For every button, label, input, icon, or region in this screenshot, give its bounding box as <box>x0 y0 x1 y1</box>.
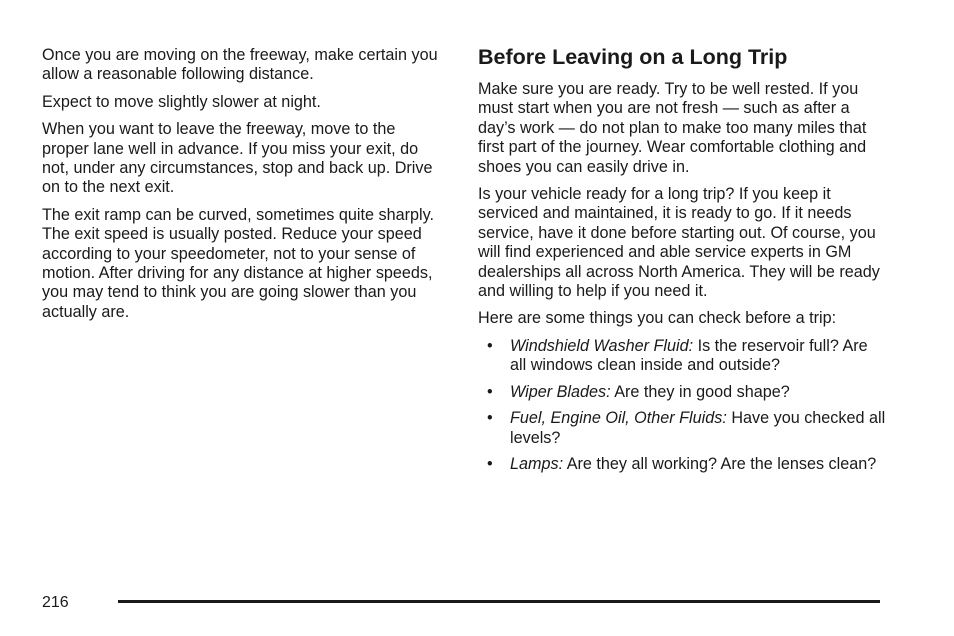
page-number: 216 <box>42 594 69 611</box>
paragraph-be-ready: Make sure you are ready. Try to be well rested. If you must start when you are not fresh — such as after a day’s work — do not plan to make too many miles that first part of the journey. Wear comfortable clothing and shoes you can easily drive in. <box>478 80 867 176</box>
paragraph-exit-ramp: The exit ramp can be curved, sometimes quite sharply. The exit speed is usually posted. Reduce your speed according to your speedometer, not to your sense of motion. After driving for any distance at higher speeds, you may tend to think you are going slower than you actually are. <box>42 205 434 321</box>
list-item <box>478 337 888 376</box>
paragraph-vehicle-ready: Is your vehicle ready for a long trip? If you keep it serviced and maintained, it is ready to go. If it needs service, have it done before starting out. Of course, you will find experienced and able service experts in GM dealerships all across North America. They will be ready and willing to help if you need it. <box>478 185 880 301</box>
checklist-text: Is the reservoir full? Are all windows clean inside and outside? <box>510 336 868 375</box>
paragraph-following-distance: Once you are moving on the freeway, make certain you allow a reasonable following distance. <box>42 46 438 84</box>
checklist-term: Windshield Washer Fluid: <box>510 336 694 355</box>
bullet-icon: • <box>487 454 493 473</box>
paragraph-night-speed: Expect to move slightly slower at night. <box>42 92 321 111</box>
paragraph-leaving-freeway: When you want to leave the freeway, move to the proper lane well in advance. If you miss your exit, do not, under any circumstances, stop and back up. Drive on to the next exit. <box>42 120 433 197</box>
list-item <box>478 455 888 474</box>
bullet-icon: • <box>487 336 493 355</box>
checklist-text: Are they all working? Are the lenses clean? <box>563 454 877 473</box>
checklist-text: Have you checked all levels? <box>510 409 886 447</box>
right-column <box>478 44 888 481</box>
paragraph-checklist-intro: Here are some things you can check before a trip: <box>478 309 837 328</box>
checklist-term: Wiper Blades: <box>510 382 611 401</box>
list-item <box>478 409 888 448</box>
left-column <box>42 46 442 330</box>
list-item <box>478 383 888 402</box>
bullet-icon: • <box>487 409 493 428</box>
checklist-text: Are they in good shape? <box>610 382 790 401</box>
checklist-term: Fuel, Engine Oil, Other Fluids: <box>510 409 727 428</box>
section-heading: Before Leaving on a Long Trip <box>478 45 788 69</box>
bullet-icon: • <box>487 382 493 401</box>
footer-divider <box>118 600 880 603</box>
trip-checklist <box>478 337 888 474</box>
checklist-term: Lamps: <box>510 454 564 473</box>
